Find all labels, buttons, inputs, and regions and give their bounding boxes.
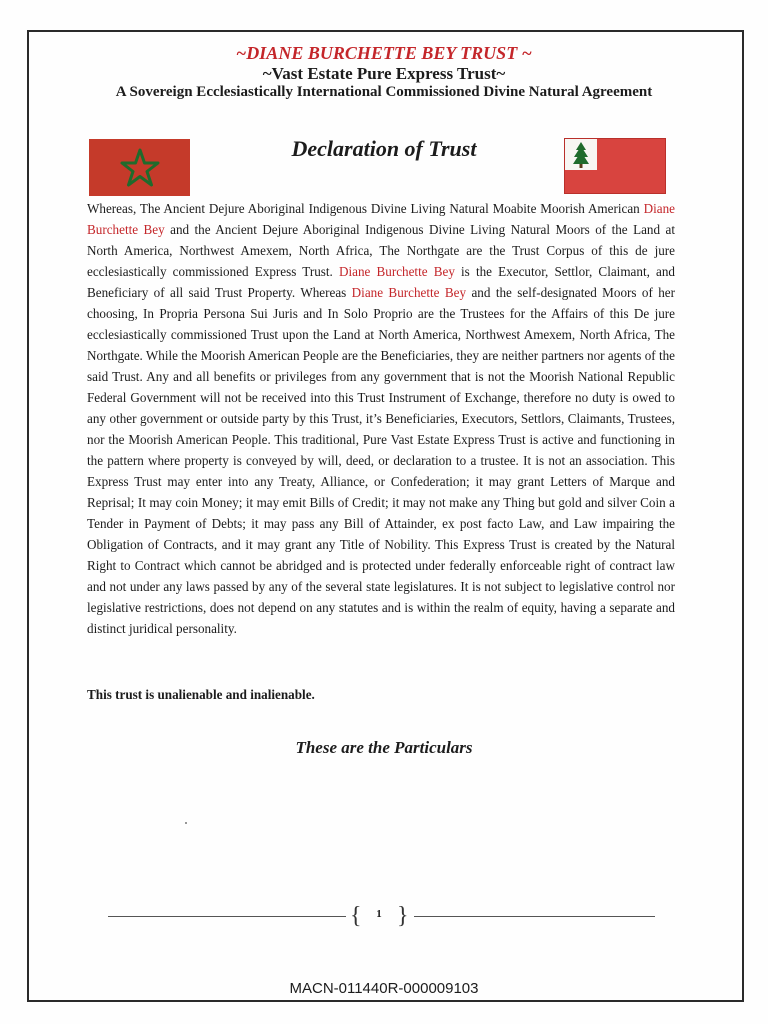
trust-description: A Sovereign Ecclesiastically International Commissioned Divine Natural Agreement xyxy=(115,84,653,100)
flag-canton xyxy=(565,139,597,170)
paragraph-text: and the self-designated Moors of her choosing, In Propria Persona Sui Juris and In Solo Proprio are the Trustees for the Affairs of this De jure ecclesiastically commissioned Trust upon the Land at North America, Northwest Amexem, North Africa, The Northgate. While the Moorish American People are the Beneficiaries, they are neither partners nor agents of the said Trust. Any and all benefits or privileges from any government that is not the Moorish National Republic Federal Government will not be received into this Trust Instrument of Exchange, therefore no duty is owed to any other government or outside party by this Trust, it’s Beneficiaries, Executors, Settlors, Claimants, Trustees, nor the Moorish American People. This traditional, Pure Vast Estate Express Trust is active and functioning in the pattern where property is conveyed by will, deed, or declaration to a trustee. It is not an association. This Express Trust may enter into any Treaty, Alliance, or Confederation; it may grant Letters of Marque and Reprisal; It may coin Money; it may emit Bills of Credit; it may not make any Thing but gold and silver Coin a Tender in Payment of Debts; it may pass any Bill of Attainder, ex post facto Law, and Law impairing the Obligation of Contracts, and it may grant any Title of Nobility. This Express Trust is created by the Natural Right to Contract which cannot be abridged and is protected under federally enforceable right of contract law and not under any laws passed by any of the several state legislatures. It is not subject to legislative control nor legislative restrictions, does not depend on any statutes and is within the realm of equity, having a separate and distinct juridical personality. xyxy=(87,285,675,636)
trust-title: ~DIANE BURCHETTE BEY TRUST ~ xyxy=(236,43,532,63)
highlighted-name: Diane Burchette Bey xyxy=(351,285,467,300)
stray-mark xyxy=(185,822,187,824)
particulars-heading: These are the Particulars xyxy=(295,738,473,757)
highlighted-name: Diane Burchette Bey xyxy=(87,201,675,237)
pine-tree-flag-image xyxy=(564,138,666,194)
left-brace-ornament: { xyxy=(350,903,362,929)
trust-declaration-paragraph xyxy=(87,198,675,639)
declaration-heading: Declaration of Trust xyxy=(291,136,477,161)
footer-rule-right xyxy=(414,916,655,917)
highlighted-name: Diane Burchette Bey xyxy=(338,264,455,279)
trust-subtitle: ~Vast Estate Pure Express Trust~ xyxy=(262,64,506,83)
paragraph-text: Whereas, The Ancient Dejure Aboriginal Indigenous Divine Living Natural Moabite Moorish American xyxy=(87,201,644,216)
paragraph-text: and the Ancient Dejure Aboriginal Indigenous Divine Living Natural Moors of the Land at North America, Northwest Amexem, North Africa, The Northgate are the Trust Corpus of this de jure ecclesiastically commissioned Express Trust. xyxy=(87,222,675,279)
pine-tree-icon xyxy=(565,139,597,170)
closing-statement: This trust is unalienable and inalienable. xyxy=(87,687,315,702)
paragraph-text: is the Executor, Settlor, Claimant, and Beneficiary of all said Trust Property. Whereas xyxy=(87,264,676,300)
document-id: MACN-011440R-000009103 xyxy=(289,980,479,997)
footer-rule-left xyxy=(108,916,346,917)
right-brace-ornament: } xyxy=(397,903,409,929)
page-number: 1 xyxy=(376,908,382,920)
